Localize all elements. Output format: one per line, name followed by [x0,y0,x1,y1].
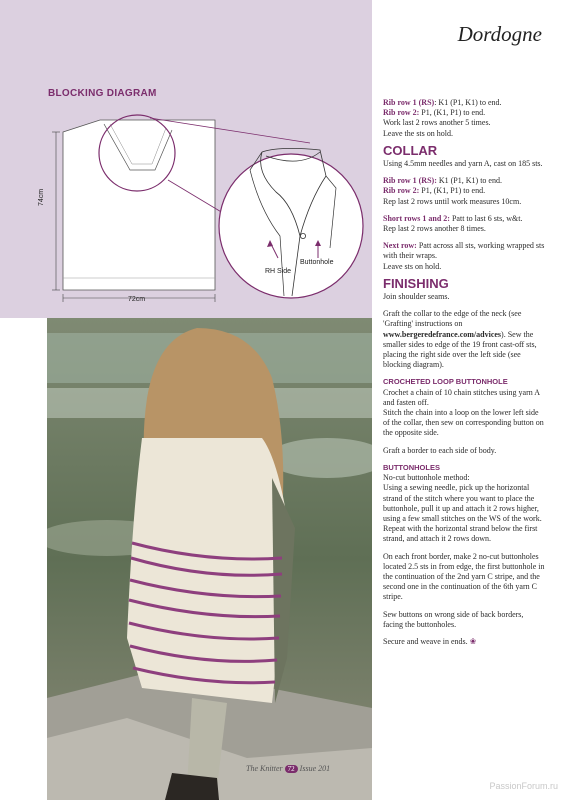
end-mark-icon: ❀ [469,636,477,646]
graft-text-1: Graft the collar to the edge of the neck (see 'Grafting' instructions on [383,309,522,329]
rib2-label: Rib row 2: [383,108,420,118]
short-rows-rep-text: Rep last 2 rows another 8 times. [383,224,486,234]
work-last-text: Work last 2 rows another 5 times. [383,118,491,128]
collar-heading: COLLAR [383,142,438,158]
watermark: PassionForum.ru [489,781,558,791]
issue-number: Issue 201 [299,764,331,773]
crochet-text-1: Crochet a chain of 10 chain stitches using yarn A and fasten off. [383,387,540,407]
buttonholes-text-1: No-cut buttonhole method: [383,473,470,483]
width-label: 72cm [128,296,146,303]
crochet-heading: CROCHETED LOOP BUTTONHOLE [383,377,508,387]
bergere-link[interactable]: www.bergeredefrance.com/advices [383,329,502,339]
buttonholes-heading: BUTTONHOLES [383,462,440,472]
graft-text-2: ). Sew the smaller sides to edge of the 19 front cast-off sts, placing the right side over the left side (see blocking diagram). [383,329,537,370]
collar-rib2-label: Rib row 2: [383,186,420,196]
collar-rep-text: Rep last 2 rows until work measures 10cm. [383,196,522,206]
short-rows-label: Short rows 1 and 2: [383,213,450,223]
next-row-leave-text: Leave sts on hold. [383,261,442,271]
short-rows-text: Patt to last 6 sts, w&t. [449,213,523,223]
rib1-label: Rib row 1 (RS) [383,98,435,107]
leave-hold-text: Leave the sts on hold. [383,128,453,138]
instructions-column [383,98,545,654]
secure-text: Secure and weave in ends. [383,636,468,646]
rib2-text: P1, (K1, P1) to end. [419,108,486,118]
buttonholes-text-2: Using a sewing needle, pick up the horizontal strand of the stitch where you want to place the buttonhole, pull it up and attach it 2 rows higher, using a few small stitches on the WS of the work. Repeat with the horizontal strand below the first strand, and attach it 2 rows down. [383,483,542,544]
pattern-title: Dordogne [457,22,542,46]
join-shoulder-text: Join shoulder seams. [383,292,450,302]
model-photo [47,318,372,800]
graft-border-text: Graft a border to each side of body. [383,445,497,455]
blocking-diagram [0,0,372,318]
collar-rib1-text: K1 (P1, K1) to end. [436,176,502,186]
front-border-text: On each front border, make 2 no-cut buttonholes located 2.5 sts in from edge, the first buttonhole in the continuation of the 2nd yarn C stripe, and the second one in the continuation of the 6th yarn C stripe. [383,551,545,602]
sew-buttons-text: Sew buttons on wrong side of back borders, facing the buttonholes. [383,609,524,629]
finishing-heading: FINISHING [383,275,449,291]
collar-using-text: Using 4.5mm needles and yarn A, cast on 185 sts. [383,159,543,169]
page-number: 72 [285,765,298,773]
magazine-name: The Knitter [246,764,283,773]
collar-rib2-text: P1, (K1, P1) to end. [419,186,486,196]
rib1-text: : K1 (P1, K1) to end. [434,98,502,107]
buttonhole-label: Buttonhole [300,259,334,266]
rh-side-label: RH Side [265,268,292,275]
collar-rib1-label: Rib row 1 (RS): [383,176,437,186]
page-footer [246,764,330,773]
next-row-text: Patt across all sts, working wrapped sts with their wraps. [383,241,545,261]
height-label: 74cm [38,188,45,206]
crochet-text-2: Stitch the chain into a loop on the lower left side of the collar, then sew on corresponding button on the opposite side. [383,408,544,438]
next-row-label: Next row: [383,241,417,251]
diagram-title: BLOCKING DIAGRAM [48,88,157,99]
